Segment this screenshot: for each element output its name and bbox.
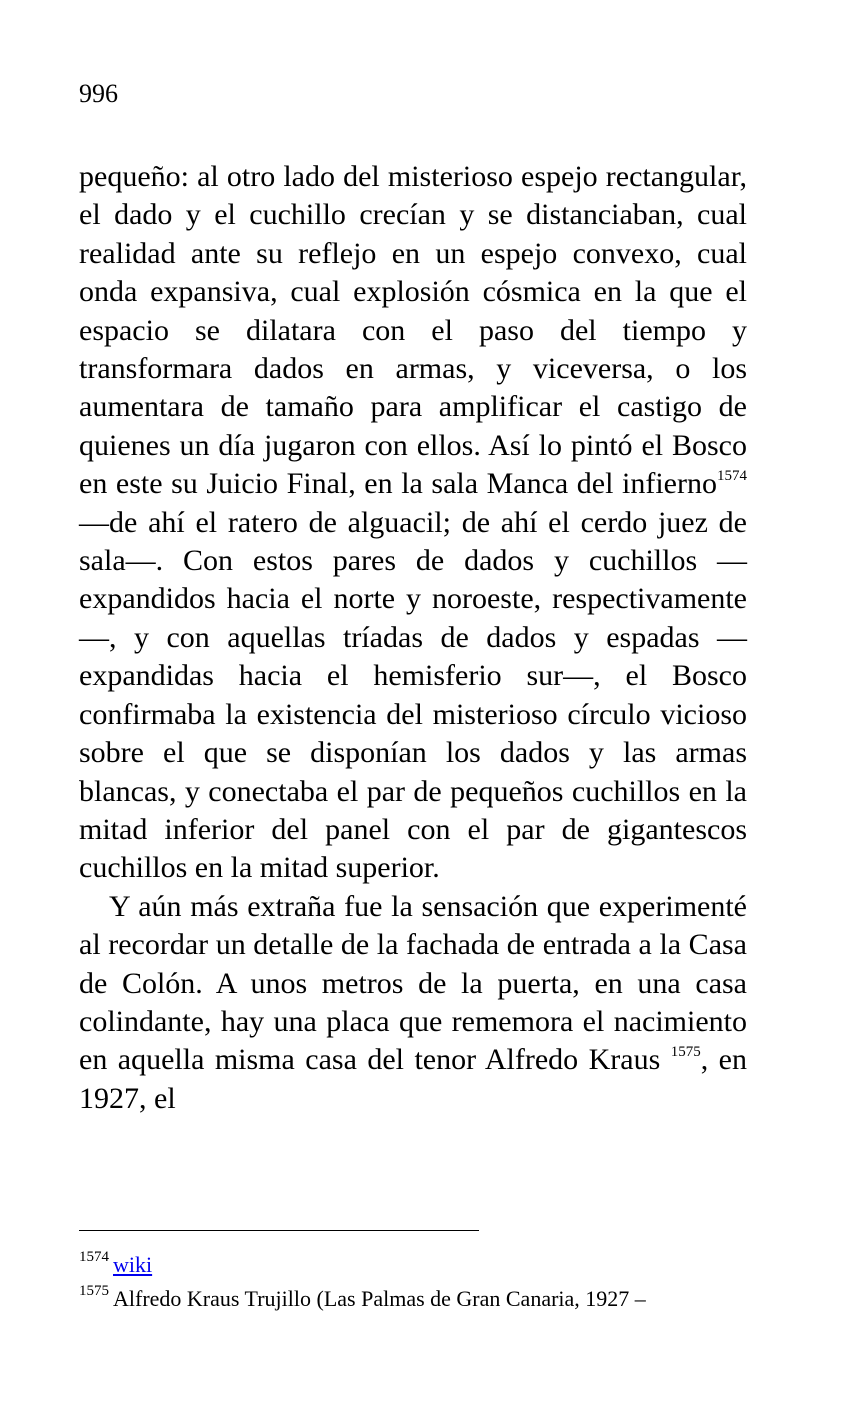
paragraph-2 [79, 888, 747, 1118]
footnote-1575 [79, 1282, 747, 1316]
footnote-reference[interactable]: 1574 [717, 468, 747, 485]
footnote-text: Alfredo Kraus Trujillo (Las Palmas de Gran Canaria, 1927 – [113, 1286, 646, 1311]
footnote-number: 1574 [79, 1249, 109, 1265]
body-text [79, 158, 747, 1118]
footnote-divider [79, 1230, 479, 1231]
footnotes [79, 1248, 747, 1316]
page-number: 996 [79, 79, 118, 108]
footnote-reference[interactable]: 1575 [670, 1044, 701, 1061]
paragraph-1 [79, 158, 747, 888]
paragraph-text: —de ahí el ratero de alguacil; de ahí el cerdo juez de sala—. Con estos pares de dados y cuchillos —expandidos hacia el norte y noroeste, respectivamente—, y con aquellas tríadas de dados y espadas —expandidas hacia el hemisferio sur—, el Bosco confirmaba la existencia del misterioso círculo vicioso sobre el que se disponían los dados y las armas blancas, y conectaba el par de pequeños cuchillos en la mitad inferior del panel con el par de gigantescos cuchillos en la mitad superior. [79, 505, 747, 885]
paragraph-text: pequeño: al otro lado del misterioso espejo rectangular, el dado y el cuchillo crecían y se distanciaban, cual realidad ante su reflejo en un espejo convexo, cual onda expansiva, cual explosión cósmica en la que el espacio se dilatara con el paso del tiempo y transformara dados en armas, y viceversa, o los aumentara de tamaño para amplificar el castigo de quienes un día jugaron con ellos. Así lo pintó el Bosco en este su Juicio Final, en la sala Manca del infierno [79, 160, 747, 501]
footnote-number: 1575 [79, 1283, 109, 1299]
footnote-1574 [79, 1248, 747, 1282]
footnote-wiki-link[interactable]: wiki [113, 1252, 153, 1277]
paragraph-text: Y aún más extraña fue la sensación que experimenté al recordar un detalle de la fachada de entrada a la Casa de Colón. A unos metros de la puerta, en una casa colindante, hay una placa que rememora el nacimiento en aquella misma casa del tenor Alfredo Kraus [79, 889, 747, 1077]
paragraph-text: , en 1927, el [79, 1043, 747, 1115]
